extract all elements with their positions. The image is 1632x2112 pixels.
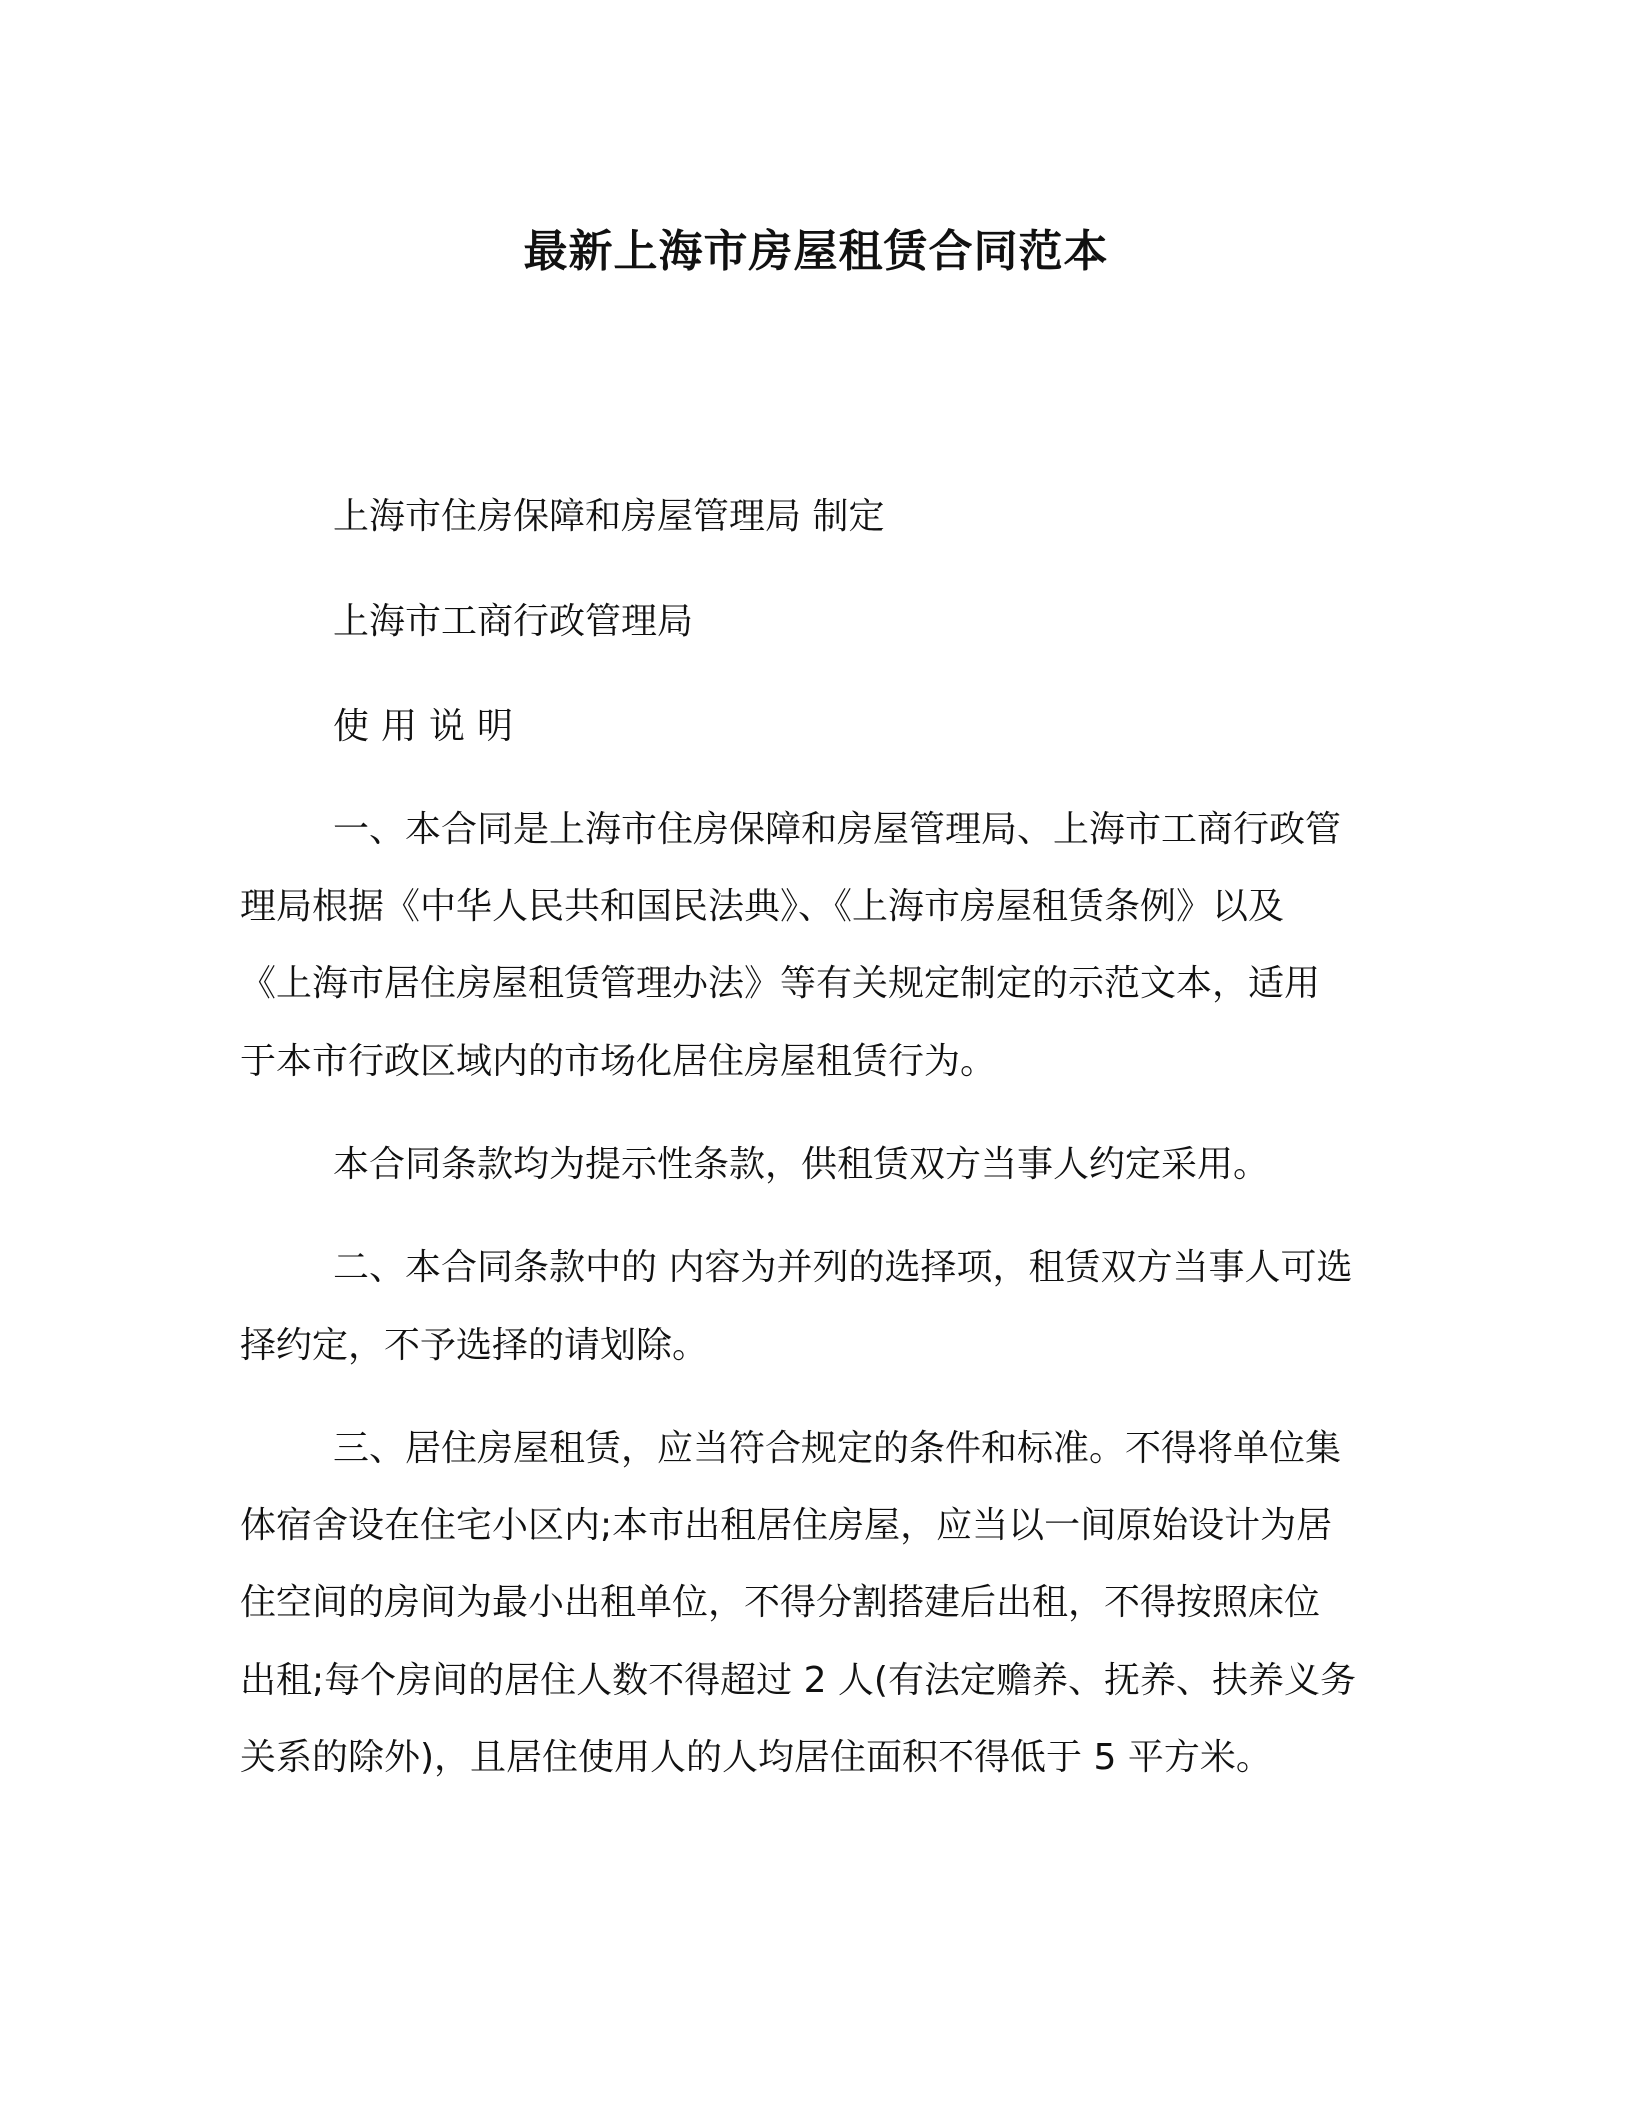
paragraph-4-line-2: 体宿舍设在住宅小区内;本市出租居住房屋，应当以一间原始设计为居 [240, 1505, 1333, 1546]
paragraph-1-line-3: 《上海市居住房屋租赁管理办法》等有关规定制定的示范文本，适用 [240, 963, 1321, 1004]
paragraph-4-line-3: 住空间的房间为最小出租单位，不得分割搭建后出租，不得按照床位 [240, 1582, 1321, 1623]
section-heading: 使用说明 [333, 706, 526, 747]
paragraph-3-line-2: 择约定，不予选择的请划除。 [240, 1325, 709, 1366]
paragraph-2-line-1: 本合同条款均为提示性条款，供租赁双方当事人约定采用。 [333, 1144, 1270, 1185]
paragraph-1-line-1: 一、本合同是上海市住房保障和房屋管理局、上海市工商行政管 [333, 809, 1342, 850]
issuer-line-1: 上海市住房保障和房屋管理局 制定 [333, 496, 885, 537]
paragraph-4-line-1: 三、居住房屋租赁，应当符合规定的条件和标准。不得将单位集 [333, 1428, 1342, 1469]
paragraph-1-line-2: 理局根据《中华人民共和国民法典》、《上海市房屋租赁条例》以及 [240, 886, 1285, 927]
paragraph-4-line-4: 出租;每个房间的居住人数不得超过 2 人(有法定赡养、抚养、扶养义务 [240, 1660, 1356, 1701]
paragraph-4-line-5: 关系的除外)，且居住使用人的人均居住面积不得低于 5 平方米。 [240, 1737, 1272, 1778]
issuer-line-2: 上海市工商行政管理局 [333, 601, 694, 642]
document-title: 最新上海市房屋租赁合同范本 [523, 226, 1109, 277]
paragraph-1-line-4: 于本市行政区域内的市场化居住房屋租赁行为。 [240, 1041, 997, 1082]
paragraph-3-line-1: 二、本合同条款中的 内容为并列的选择项，租赁双方当事人可选 [333, 1247, 1353, 1288]
